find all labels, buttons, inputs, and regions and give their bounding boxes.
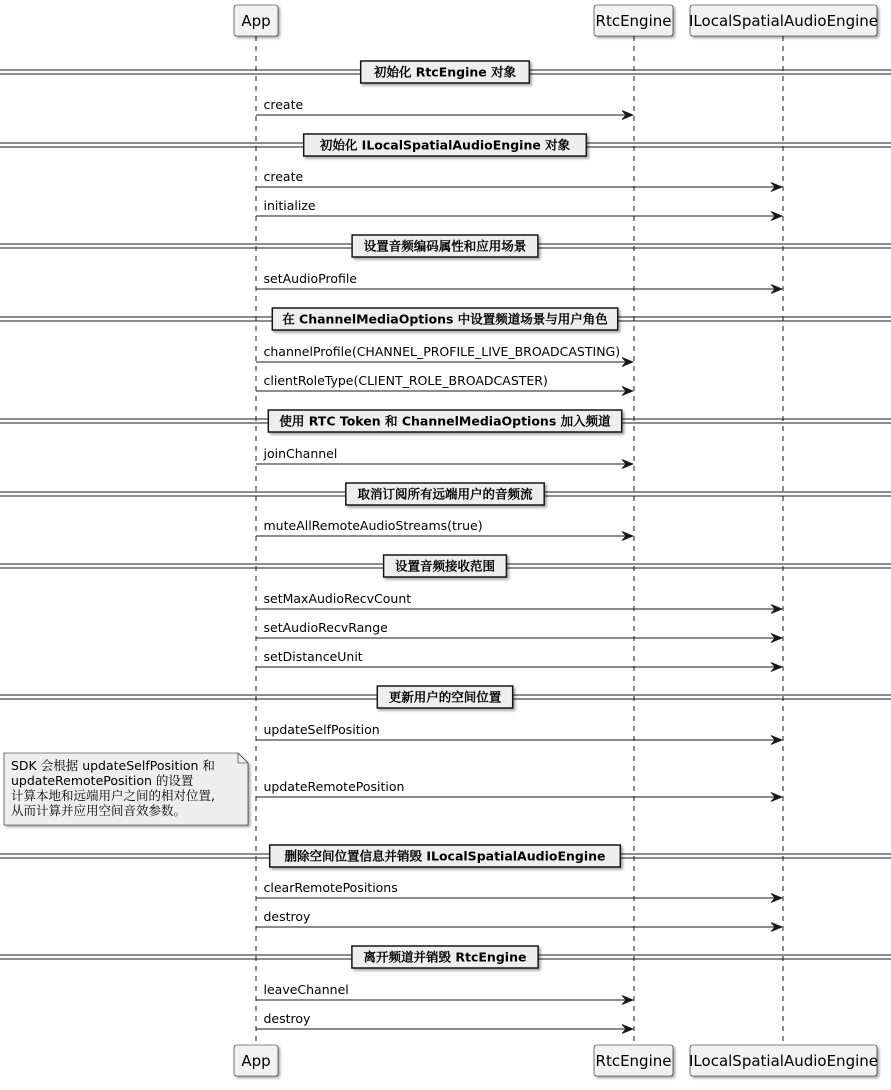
message-label: destroy xyxy=(263,1011,311,1026)
divider-label: 使用 RTC Token 和 ChannelMediaOptions 加入频道 xyxy=(279,413,611,429)
participant-label: App xyxy=(241,12,271,30)
participant-rtc-bottom xyxy=(594,1045,673,1076)
divider-label: 初始化 RtcEngine 对象 xyxy=(373,64,517,80)
note-line: SDK 会根据 updateSelfPosition 和 xyxy=(11,758,215,773)
participant-label: ILocalSpatialAudioEngine xyxy=(689,1052,878,1070)
participant-spatial-bottom xyxy=(689,1045,878,1076)
message-label: setMaxAudioRecvCount xyxy=(263,591,412,606)
message-label: create xyxy=(263,97,304,112)
section-divider xyxy=(0,483,891,505)
message-label: destroy xyxy=(263,909,311,924)
message-label: clearRemotePositions xyxy=(263,880,398,895)
participant-label: App xyxy=(241,1052,271,1070)
divider-label: 更新用户的空间位置 xyxy=(388,689,502,705)
message-label: setAudioProfile xyxy=(263,271,357,286)
participant-spatial-top xyxy=(689,5,878,36)
message-label: muteAllRemoteAudioStreams(true) xyxy=(263,518,483,533)
message-arrow xyxy=(256,982,633,1005)
divider-label: 删除空间位置信息并销毁 ILocalSpatialAudioEngine xyxy=(284,848,606,864)
divider-label: 取消订阅所有远端用户的音频流 xyxy=(357,486,533,502)
message-arrow xyxy=(256,271,782,294)
participant-label: RtcEngine xyxy=(595,1052,672,1070)
message-arrow xyxy=(256,591,782,614)
message-label: initialize xyxy=(263,198,316,213)
section-divider xyxy=(0,946,891,968)
note-line: updateRemotePosition 的设置 xyxy=(11,773,194,788)
participant-app-bottom xyxy=(234,1045,278,1076)
section-divider xyxy=(0,410,891,432)
message-label: leaveChannel xyxy=(263,982,349,997)
message-arrow xyxy=(256,198,782,221)
section-divider xyxy=(0,308,891,330)
divider-label: 设置音频编码属性和应用场景 xyxy=(363,238,527,254)
divider-label: 设置音频接收范围 xyxy=(394,558,496,574)
participant-rtc-top xyxy=(594,5,673,36)
divider-label: 在 ChannelMediaOptions 中设置频道场景与用户角色 xyxy=(282,311,608,327)
section-divider xyxy=(0,134,891,156)
divider-label: 初始化 ILocalSpatialAudioEngine 对象 xyxy=(319,137,571,153)
message-label: clientRoleType(CLIENT_ROLE_BROADCASTER) xyxy=(263,373,548,388)
message-arrow xyxy=(256,1011,633,1034)
section-divider xyxy=(0,235,891,257)
section-divider xyxy=(0,555,891,577)
section-divider xyxy=(0,845,891,867)
message-arrow xyxy=(256,373,633,396)
message-arrow xyxy=(256,909,782,932)
participant-label: ILocalSpatialAudioEngine xyxy=(689,12,878,30)
message-arrow xyxy=(256,97,633,120)
message-label: setAudioRecvRange xyxy=(263,620,388,635)
note xyxy=(4,753,248,825)
message-arrow xyxy=(256,518,633,541)
message-label: setDistanceUnit xyxy=(263,649,363,664)
message-label: channelProfile(CHANNEL_PROFILE_LIVE_BROADCASTING) xyxy=(263,344,621,359)
message-label: updateSelfPosition xyxy=(263,722,380,737)
message-arrow xyxy=(256,344,633,367)
message-arrow xyxy=(256,722,782,745)
message-arrow xyxy=(256,649,782,672)
note-line: 从而计算并应用空间音效参数。 xyxy=(11,803,187,818)
message-arrow xyxy=(256,169,782,192)
message-arrow xyxy=(256,779,782,802)
section-divider xyxy=(0,61,891,83)
participant-label: RtcEngine xyxy=(595,12,672,30)
message-label: joinChannel xyxy=(263,446,338,461)
message-label: create xyxy=(263,169,304,184)
message-arrow xyxy=(256,446,633,469)
section-divider xyxy=(0,686,891,708)
participant-app-top xyxy=(234,5,278,36)
message-label: updateRemotePosition xyxy=(263,779,405,794)
message-arrow xyxy=(256,620,782,643)
message-arrow xyxy=(256,880,782,903)
divider-label: 离开频道并销毁 RtcEngine xyxy=(363,949,527,965)
note-line: 计算本地和远端用户之间的相对位置, xyxy=(11,788,215,803)
